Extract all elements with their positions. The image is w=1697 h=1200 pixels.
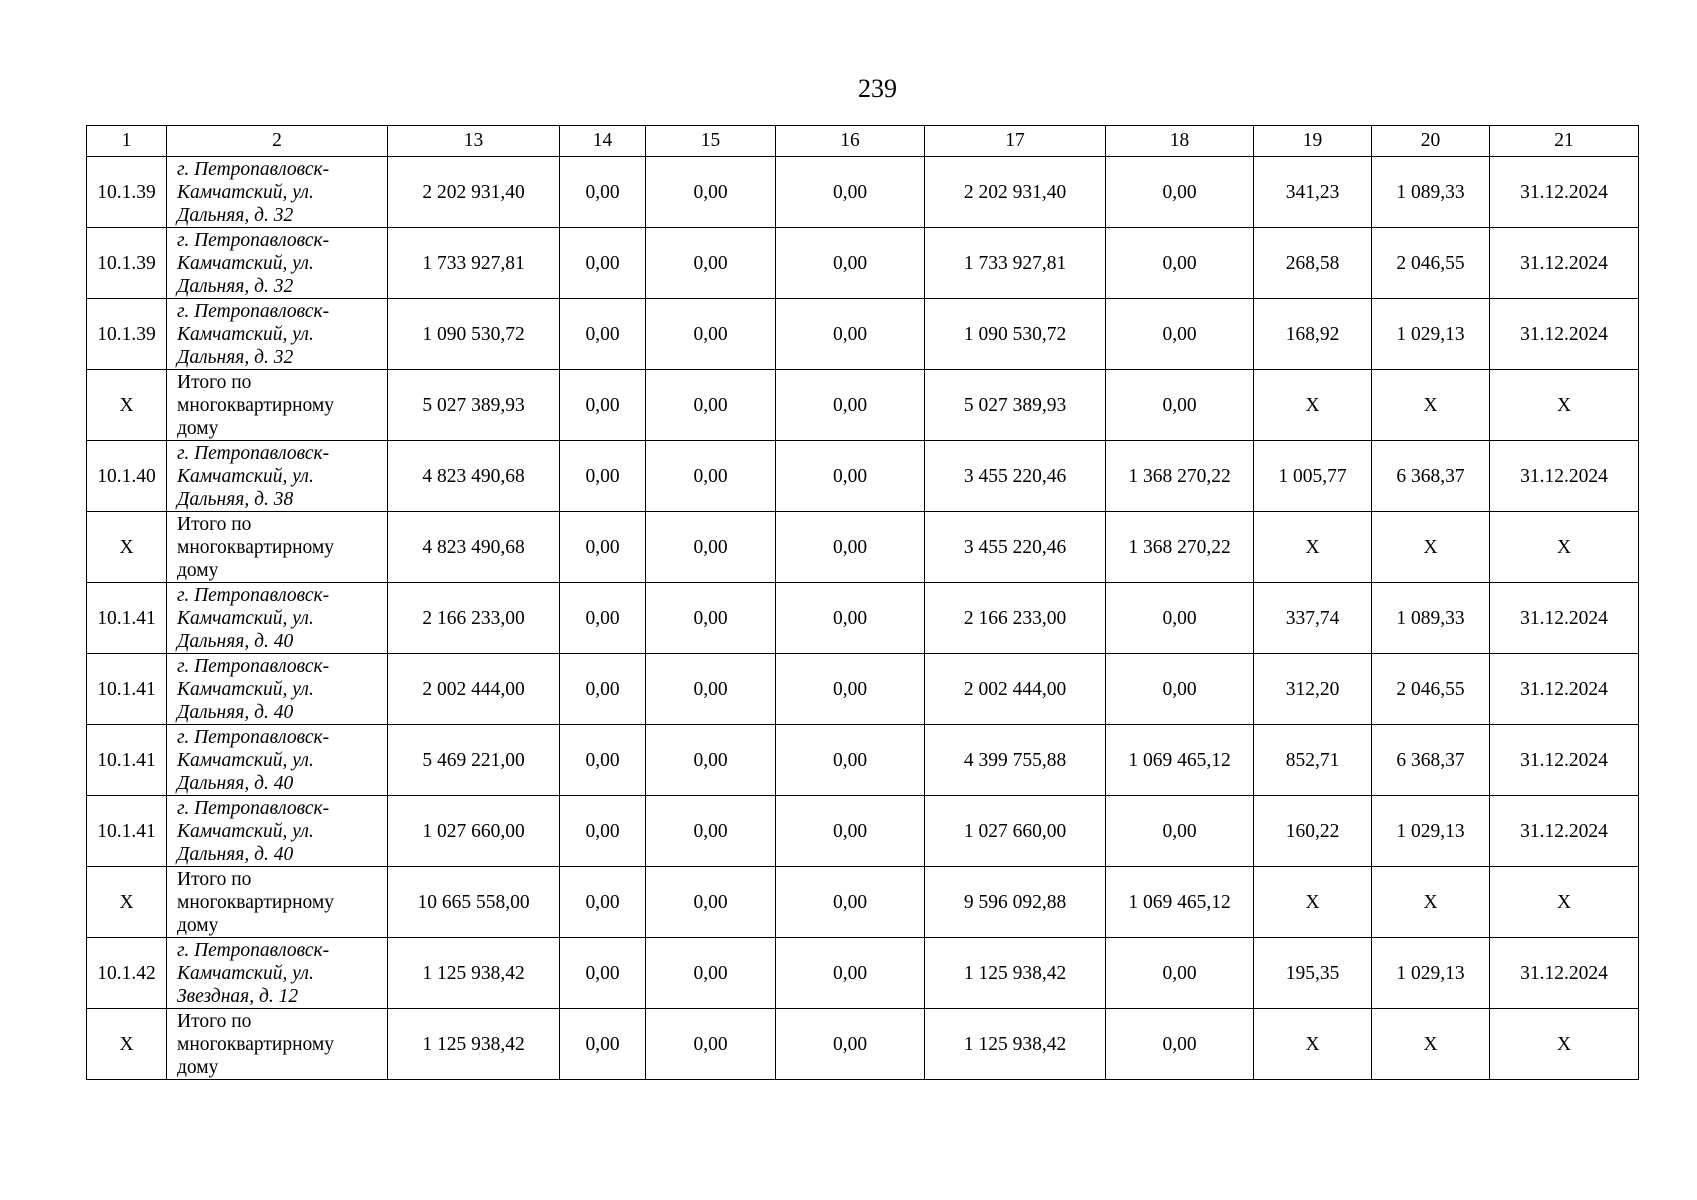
value-cell: 1 089,33 <box>1372 157 1490 228</box>
value-cell: 1 005,77 <box>1254 441 1372 512</box>
value-cell: 1 027 660,00 <box>388 796 560 867</box>
value-cell: 0,00 <box>646 299 776 370</box>
value-cell: 0,00 <box>646 1009 776 1080</box>
value-cell: 341,23 <box>1254 157 1372 228</box>
value-cell: 0,00 <box>1106 157 1254 228</box>
column-header: 17 <box>925 126 1106 157</box>
value-cell: 0,00 <box>776 796 925 867</box>
row-number-cell: 10.1.42 <box>87 938 167 1009</box>
value-cell: X <box>1490 512 1639 583</box>
value-cell: 0,00 <box>560 583 646 654</box>
column-header: 16 <box>776 126 925 157</box>
value-cell: 0,00 <box>1106 370 1254 441</box>
value-cell: 0,00 <box>646 441 776 512</box>
value-cell: 0,00 <box>560 512 646 583</box>
total-label-cell: Итого по многоквартирному дому <box>167 867 388 938</box>
value-cell: 0,00 <box>646 370 776 441</box>
value-cell: 31.12.2024 <box>1490 725 1639 796</box>
value-cell: 31.12.2024 <box>1490 157 1639 228</box>
column-header: 13 <box>388 126 560 157</box>
value-cell: 4 823 490,68 <box>388 512 560 583</box>
total-row <box>87 867 1639 938</box>
value-cell: 195,35 <box>1254 938 1372 1009</box>
value-cell: 0,00 <box>776 583 925 654</box>
page-number: 239 <box>858 74 897 103</box>
total-label-cell: Итого по многоквартирному дому <box>167 370 388 441</box>
value-cell: 1 069 465,12 <box>1106 867 1254 938</box>
value-cell: 6 368,37 <box>1372 725 1490 796</box>
value-cell: 1 733 927,81 <box>925 228 1106 299</box>
value-cell: 168,92 <box>1254 299 1372 370</box>
value-cell: 0,00 <box>560 938 646 1009</box>
value-cell: 0,00 <box>1106 654 1254 725</box>
value-cell: 0,00 <box>560 370 646 441</box>
value-cell: 31.12.2024 <box>1490 583 1639 654</box>
value-cell: 0,00 <box>1106 299 1254 370</box>
column-header: 20 <box>1372 126 1490 157</box>
address-cell: г. Петропавловск- Камчатский, ул. Дальняя, д. 32 <box>167 228 388 299</box>
value-cell: 2 002 444,00 <box>925 654 1106 725</box>
value-cell: 0,00 <box>776 938 925 1009</box>
value-cell: 0,00 <box>560 867 646 938</box>
value-cell: 0,00 <box>776 512 925 583</box>
value-cell: 1 368 270,22 <box>1106 441 1254 512</box>
row-number-cell: X <box>87 867 167 938</box>
value-cell: 0,00 <box>560 228 646 299</box>
value-cell: 1 733 927,81 <box>388 228 560 299</box>
value-cell: X <box>1490 1009 1639 1080</box>
row-number-cell: 10.1.40 <box>87 441 167 512</box>
value-cell: 160,22 <box>1254 796 1372 867</box>
table-row <box>87 725 1639 796</box>
value-cell: 1 029,13 <box>1372 299 1490 370</box>
address-cell: г. Петропавловск- Камчатский, ул. Дальняя, д. 40 <box>167 654 388 725</box>
value-cell: 0,00 <box>560 1009 646 1080</box>
value-cell: 4 399 755,88 <box>925 725 1106 796</box>
row-number-cell: 10.1.39 <box>87 157 167 228</box>
value-cell: 337,74 <box>1254 583 1372 654</box>
value-cell: 0,00 <box>1106 228 1254 299</box>
value-cell: 0,00 <box>1106 583 1254 654</box>
row-number-cell: 10.1.41 <box>87 796 167 867</box>
value-cell: 0,00 <box>646 654 776 725</box>
row-number-cell: 10.1.41 <box>87 725 167 796</box>
value-cell: 1 368 270,22 <box>1106 512 1254 583</box>
address-cell: г. Петропавловск- Камчатский, ул. Дальняя, д. 40 <box>167 796 388 867</box>
value-cell: X <box>1254 1009 1372 1080</box>
value-cell: X <box>1372 512 1490 583</box>
value-cell: 5 469 221,00 <box>388 725 560 796</box>
value-cell: 2 166 233,00 <box>388 583 560 654</box>
table-row <box>87 796 1639 867</box>
table-row <box>87 583 1639 654</box>
value-cell: 5 027 389,93 <box>925 370 1106 441</box>
table-row <box>87 441 1639 512</box>
row-number-cell: 10.1.41 <box>87 654 167 725</box>
value-cell: 4 823 490,68 <box>388 441 560 512</box>
value-cell: 0,00 <box>1106 938 1254 1009</box>
value-cell: 1 090 530,72 <box>925 299 1106 370</box>
value-cell: X <box>1372 867 1490 938</box>
value-cell: 1 029,13 <box>1372 796 1490 867</box>
header-row <box>87 126 1639 157</box>
value-cell: 2 046,55 <box>1372 228 1490 299</box>
value-cell: 0,00 <box>776 725 925 796</box>
value-cell: 0,00 <box>560 796 646 867</box>
value-cell: 0,00 <box>560 299 646 370</box>
data-table <box>86 125 1639 1080</box>
value-cell: 2 002 444,00 <box>388 654 560 725</box>
row-number-cell: 10.1.41 <box>87 583 167 654</box>
value-cell: 0,00 <box>1106 796 1254 867</box>
value-cell: 0,00 <box>776 654 925 725</box>
value-cell: 1 125 938,42 <box>388 938 560 1009</box>
address-cell: г. Петропавловск- Камчатский, ул. Звездная, д. 12 <box>167 938 388 1009</box>
value-cell: 1 125 938,42 <box>388 1009 560 1080</box>
value-cell: 312,20 <box>1254 654 1372 725</box>
total-row <box>87 370 1639 441</box>
value-cell: 1 089,33 <box>1372 583 1490 654</box>
value-cell: 1 125 938,42 <box>925 938 1106 1009</box>
value-cell: 0,00 <box>776 1009 925 1080</box>
value-cell: 0,00 <box>776 299 925 370</box>
address-cell: г. Петропавловск- Камчатский, ул. Дальняя, д. 32 <box>167 299 388 370</box>
value-cell: 0,00 <box>560 157 646 228</box>
value-cell: 0,00 <box>560 654 646 725</box>
value-cell: 0,00 <box>646 867 776 938</box>
value-cell: X <box>1372 1009 1490 1080</box>
column-header: 21 <box>1490 126 1639 157</box>
column-header: 15 <box>646 126 776 157</box>
value-cell: 1 090 530,72 <box>388 299 560 370</box>
value-cell: 268,58 <box>1254 228 1372 299</box>
address-cell: г. Петропавловск- Камчатский, ул. Дальняя, д. 38 <box>167 441 388 512</box>
total-row <box>87 1009 1639 1080</box>
column-header: 1 <box>87 126 167 157</box>
row-number-cell: 10.1.39 <box>87 228 167 299</box>
value-cell: 0,00 <box>776 228 925 299</box>
value-cell: 31.12.2024 <box>1490 654 1639 725</box>
table-row <box>87 228 1639 299</box>
row-number-cell: X <box>87 1009 167 1080</box>
value-cell: 10 665 558,00 <box>388 867 560 938</box>
value-cell: 0,00 <box>1106 1009 1254 1080</box>
address-cell: г. Петропавловск- Камчатский, ул. Дальняя, д. 32 <box>167 157 388 228</box>
row-number-cell: X <box>87 512 167 583</box>
value-cell: 1 029,13 <box>1372 938 1490 1009</box>
value-cell: 0,00 <box>646 796 776 867</box>
column-header: 18 <box>1106 126 1254 157</box>
value-cell: 2 046,55 <box>1372 654 1490 725</box>
total-label-cell: Итого по многоквартирному дому <box>167 1009 388 1080</box>
address-cell: г. Петропавловск- Камчатский, ул. Дальняя, д. 40 <box>167 583 388 654</box>
value-cell: 9 596 092,88 <box>925 867 1106 938</box>
value-cell: 1 069 465,12 <box>1106 725 1254 796</box>
table-row <box>87 654 1639 725</box>
value-cell: 0,00 <box>776 370 925 441</box>
value-cell: 3 455 220,46 <box>925 441 1106 512</box>
value-cell: 0,00 <box>776 441 925 512</box>
value-cell: 0,00 <box>560 441 646 512</box>
value-cell: 31.12.2024 <box>1490 299 1639 370</box>
value-cell: 31.12.2024 <box>1490 441 1639 512</box>
value-cell: 0,00 <box>646 725 776 796</box>
value-cell: 0,00 <box>646 583 776 654</box>
table-row <box>87 299 1639 370</box>
address-cell: г. Петропавловск- Камчатский, ул. Дальняя, д. 40 <box>167 725 388 796</box>
value-cell: 0,00 <box>646 228 776 299</box>
value-cell: 2 166 233,00 <box>925 583 1106 654</box>
value-cell: 1 027 660,00 <box>925 796 1106 867</box>
value-cell: 0,00 <box>560 725 646 796</box>
value-cell: 31.12.2024 <box>1490 938 1639 1009</box>
value-cell: 2 202 931,40 <box>925 157 1106 228</box>
value-cell: X <box>1254 370 1372 441</box>
value-cell: 0,00 <box>646 938 776 1009</box>
value-cell: X <box>1372 370 1490 441</box>
value-cell: 0,00 <box>776 157 925 228</box>
value-cell: 0,00 <box>646 157 776 228</box>
value-cell: 5 027 389,93 <box>388 370 560 441</box>
column-header: 14 <box>560 126 646 157</box>
total-label-cell: Итого по многоквартирному дому <box>167 512 388 583</box>
value-cell: 6 368,37 <box>1372 441 1490 512</box>
value-cell: 0,00 <box>646 512 776 583</box>
value-cell: 1 125 938,42 <box>925 1009 1106 1080</box>
total-row <box>87 512 1639 583</box>
value-cell: X <box>1490 867 1639 938</box>
table-row <box>87 938 1639 1009</box>
table-row <box>87 157 1639 228</box>
row-number-cell: 10.1.39 <box>87 299 167 370</box>
value-cell: 3 455 220,46 <box>925 512 1106 583</box>
value-cell: X <box>1490 370 1639 441</box>
value-cell: 0,00 <box>776 867 925 938</box>
row-number-cell: X <box>87 370 167 441</box>
value-cell: X <box>1254 512 1372 583</box>
value-cell: X <box>1254 867 1372 938</box>
column-header: 19 <box>1254 126 1372 157</box>
column-header: 2 <box>167 126 388 157</box>
value-cell: 31.12.2024 <box>1490 796 1639 867</box>
value-cell: 31.12.2024 <box>1490 228 1639 299</box>
value-cell: 2 202 931,40 <box>388 157 560 228</box>
value-cell: 852,71 <box>1254 725 1372 796</box>
